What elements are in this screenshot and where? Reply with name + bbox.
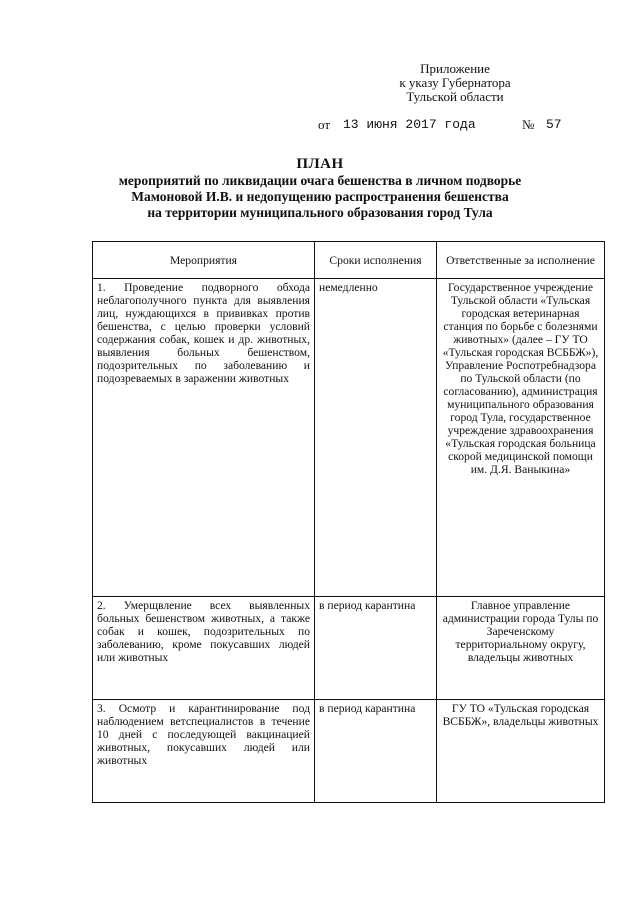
appendix-block — [360, 62, 550, 104]
responsible-cell: Главное управление администрации города Тулы по Зареченскому территориальному округу, владельцы животных — [437, 597, 605, 700]
action-cell: 2. Умерщвление всех выявленных больных бешенством животных, а также собак и кошек, подозрительных по заболеванию, кроме покусавших людей или животных — [93, 597, 315, 700]
appendix-line: к указу Губернатора — [399, 75, 511, 90]
plan-title-line: на территории муниципального образования город Тула — [147, 205, 493, 220]
decree-date-line — [318, 117, 578, 133]
plan-title-line: Мамоновой И.В. и недопущению распространения бешенства — [131, 189, 509, 204]
table-header-row — [93, 242, 605, 279]
responsible-cell: ГУ ТО «Тульская городская ВСББЖ», владельцы животных — [437, 700, 605, 803]
responsible-cell: Государственное учреждение Тульской области «Тульская городская ветеринарная станция по борьбе с болезнями животных» (далее – ГУ ТО «Тульская городская ВСББЖ»), Управление Роспотребнадзора по Тульской области (по согласованию), администрация муниципального образования город Тула, государственное учреждение здравоохранения «Тульская городская больница скорой медицинской помощи им. Д.Я. Ваныкина» — [437, 279, 605, 597]
appendix-line: Тульской области — [406, 89, 504, 104]
header-responsible: Ответственные за исполнение — [437, 242, 605, 279]
plan-title — [80, 156, 560, 221]
deadline-cell: немедленно — [315, 279, 437, 597]
plan-table — [92, 241, 605, 803]
table-row — [93, 279, 605, 597]
plan-title-line: мероприятий по ликвидации очага бешенства в личном подворье — [118, 173, 522, 188]
table-row — [93, 597, 605, 700]
header-deadline: Сроки исполнения — [315, 242, 437, 279]
decree-date: 13 июня 2017 года — [343, 117, 476, 132]
deadline-cell: в период карантина — [315, 700, 437, 803]
action-cell: 3. Осмотр и карантинирование под наблюдением ветспециалистов в течение 10 дней с последующей вакцинацией животных, покусавших людей или животных — [93, 700, 315, 803]
appendix-line: Приложение — [420, 61, 490, 76]
action-cell: 1. Проведение подворного обхода неблагополучного пункта для выявления лиц, нуждающихся в прививках против бешенства, с целью проверки условий содержания собак, кошек и др. животных, выявления больных бешенством, подозрительных по заболеванию и подозреваемых в заражении животных — [93, 279, 315, 597]
plan-heading: ПЛАН — [296, 156, 344, 172]
header-actions: Мероприятия — [93, 242, 315, 279]
number-sign: № — [522, 117, 535, 132]
date-prefix: от — [318, 117, 331, 132]
decree-number: 57 — [546, 117, 562, 132]
table-row — [93, 700, 605, 803]
deadline-cell: в период карантина — [315, 597, 437, 700]
